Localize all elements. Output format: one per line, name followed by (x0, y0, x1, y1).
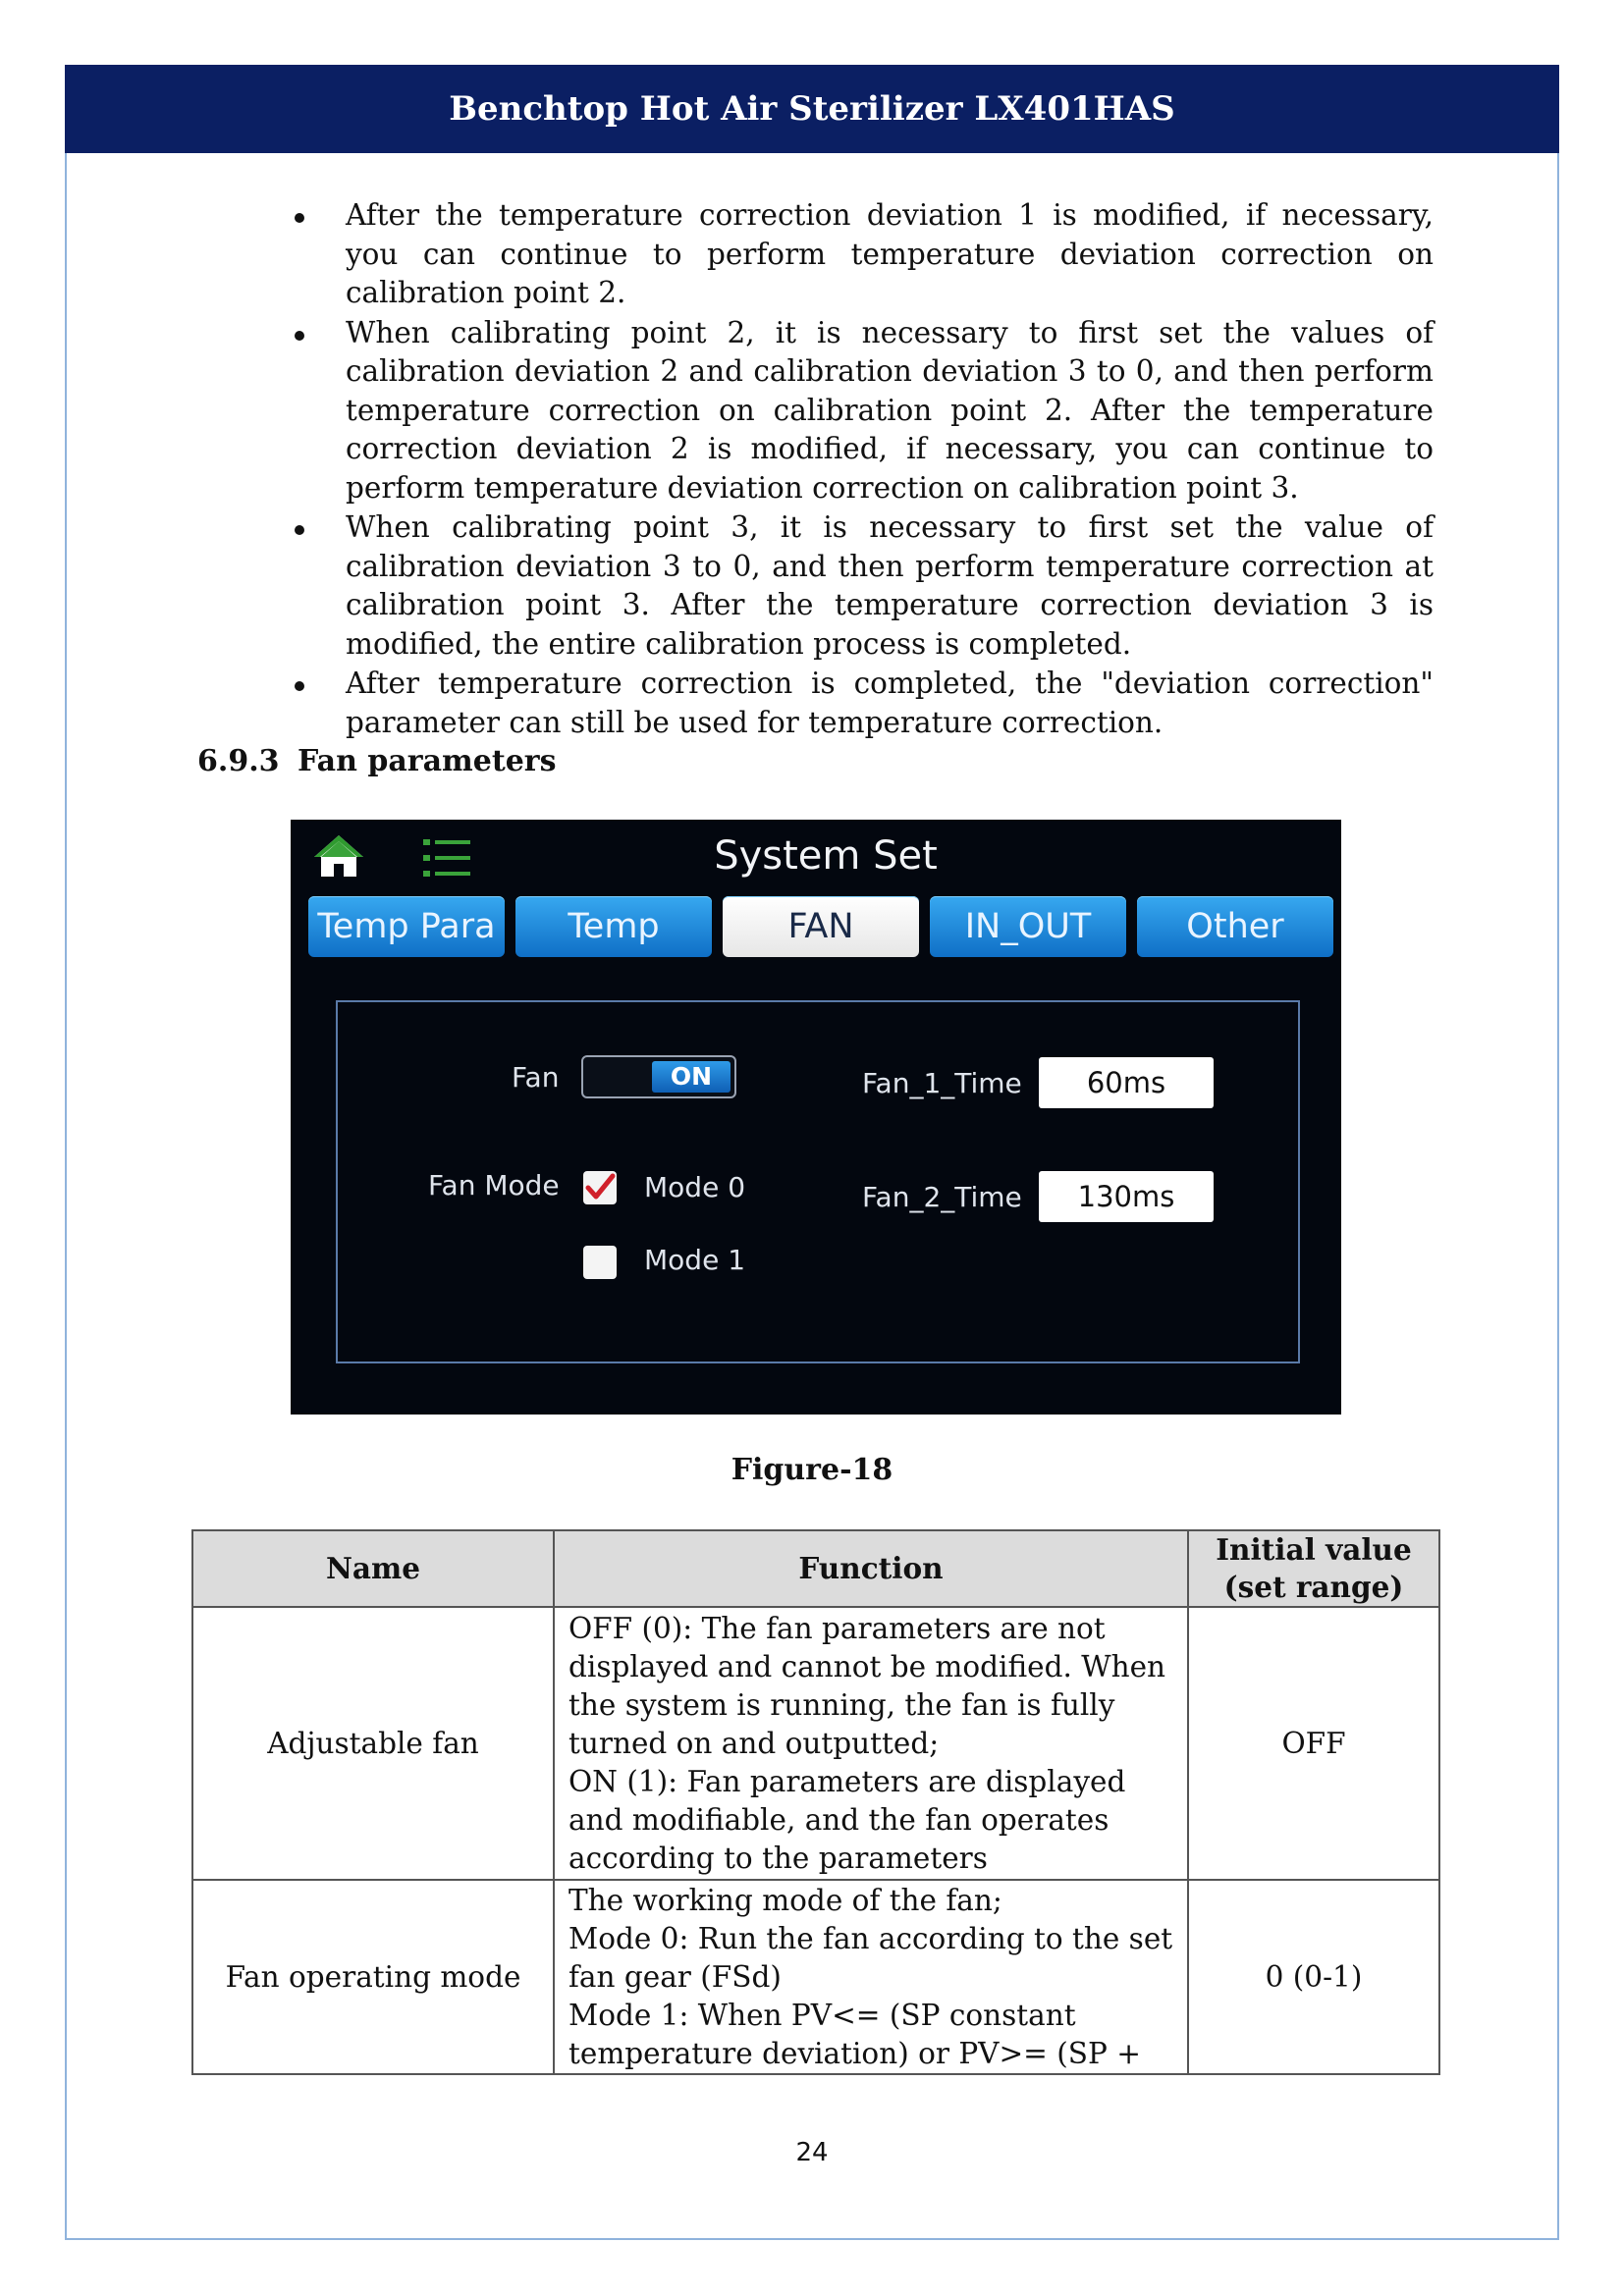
cell-initial: 0 (0-1) (1188, 1880, 1439, 2074)
bullet-dot-icon (295, 525, 304, 535)
function-line: Mode 1: When PV<= (SP constant temperature deviation) or PV>= (SP + (568, 1998, 1141, 2070)
tab-bar (308, 896, 1329, 957)
section-number: 6.9.3 (197, 744, 280, 778)
function-line: Mode 0: Run the fan according to the set fan gear (FSd) (568, 1921, 1173, 1994)
fan-label: Fan (512, 1061, 560, 1094)
fan2-time-label: Fan_2_Time (862, 1181, 1022, 1213)
checkmark-icon (583, 1171, 617, 1204)
fan1-time-input[interactable]: 60ms (1039, 1057, 1214, 1108)
mode1-label: Mode 1 (644, 1244, 746, 1276)
table-row (192, 1880, 1439, 2074)
tab-temp[interactable]: Temp (515, 896, 712, 957)
fan2-time-input[interactable]: 130ms (1039, 1171, 1214, 1222)
bullet-item: After temperature correction is completed, the "deviation correction" parameter can still be used for temperature correction. (285, 665, 1434, 742)
column-header-function: Function (554, 1530, 1188, 1607)
mode1-checkbox[interactable] (583, 1246, 617, 1279)
table-header-row (192, 1530, 1439, 1607)
bullet-dot-icon (295, 213, 304, 223)
function-line: The working mode of the fan; (568, 1883, 1002, 1917)
fan-toggle-state: ON (652, 1061, 731, 1093)
fan-toggle[interactable] (581, 1055, 736, 1098)
cell-function (554, 1607, 1188, 1880)
tab-temp-para[interactable]: Temp Para (308, 896, 505, 957)
bullet-list (285, 196, 1434, 743)
cell-name: Fan operating mode (192, 1880, 554, 2074)
page-number: 24 (795, 2138, 829, 2167)
column-header-initial: Initial value (set range) (1188, 1530, 1439, 1607)
table-row (192, 1607, 1439, 1880)
tab-in-out[interactable]: IN_OUT (930, 896, 1126, 957)
page-header: Benchtop Hot Air Sterilizer LX401HAS (65, 65, 1559, 153)
function-line: OFF (0): The fan parameters are not displayed and cannot be modified. When the system is running, the fan is fully turned on and outputted; (568, 1611, 1166, 1760)
fan1-time-label: Fan_1_Time (862, 1067, 1022, 1099)
section-title: Fan parameters (298, 744, 557, 778)
bullet-dot-icon (295, 331, 304, 341)
cell-function (554, 1880, 1188, 2074)
mode0-checkbox[interactable] (583, 1171, 617, 1204)
fan-mode-label: Fan Mode (428, 1169, 560, 1201)
bullet-dot-icon (295, 681, 304, 691)
bullet-item: When calibrating point 2, it is necessary to first set the values of calibration deviation 2 and calibration deviation 3 to 0, and then perform temperature correction on calibration point 2. After the temperature correction deviation 2 is modified, if necessary, you can continue to perform temperature deviation correction on calibration point 3. (285, 314, 1434, 508)
screen-title: System Set (714, 833, 938, 879)
column-header-name: Name (192, 1530, 554, 1607)
function-line: ON (1): Fan parameters are displayed and modifiable, and the fan operates according to the parameters (568, 1764, 1126, 1875)
bullet-item: After the temperature correction deviation 1 is modified, if necessary, you can continue to perform temperature deviation correction on calibration point 2. (285, 196, 1434, 313)
figure-caption: Figure-18 (731, 1453, 893, 1487)
bullet-item: When calibrating point 3, it is necessary to first set the value of calibration deviation 3 to 0, and then perform temperature correction at calibration point 3. After the temperature correction deviation 3 is modified, the entire calibration process is completed. (285, 508, 1434, 664)
tab-other[interactable]: Other (1137, 896, 1333, 957)
fan-parameters-table (191, 1529, 1440, 2075)
mode0-label: Mode 0 (644, 1171, 746, 1203)
system-set-screenshot (291, 820, 1341, 1415)
cell-initial: OFF (1188, 1607, 1439, 1880)
tab-fan[interactable]: FAN (723, 896, 919, 957)
section-heading (197, 744, 556, 778)
cell-name: Adjustable fan (192, 1607, 554, 1880)
